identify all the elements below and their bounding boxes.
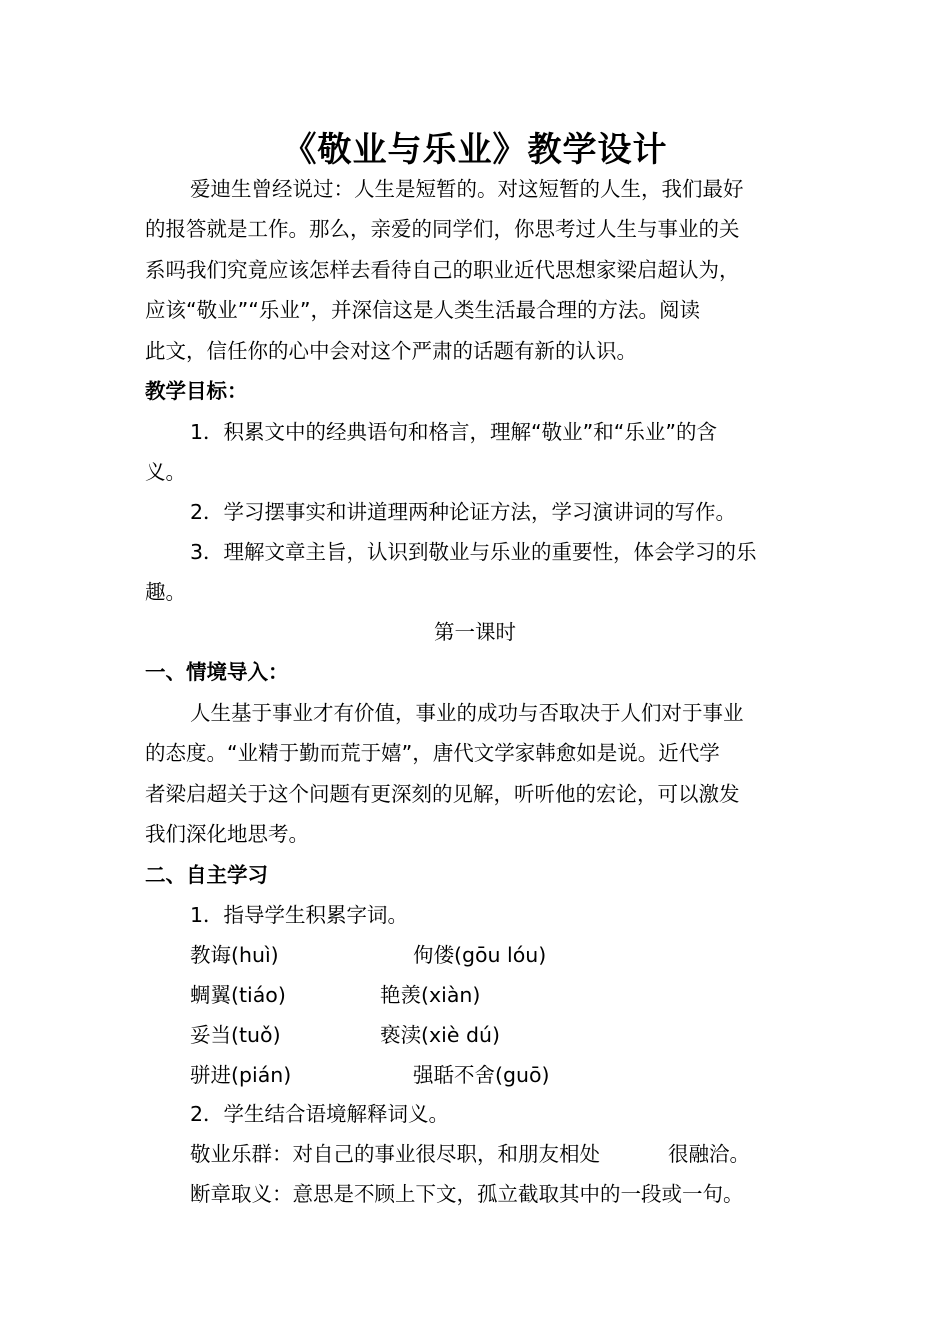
goal-line: 1．积累文中的经典语句和格言，理解“敬业”和“乐业”的含 xyxy=(190,420,718,444)
section1-line: 者梁启超关于这个问题有更深刻的见解，听听他的宏论，可以激发 xyxy=(145,782,740,806)
vocab-word: 佝偻(gōu lóu) xyxy=(413,943,547,967)
goal-line: 3．理解文章主旨，认识到敬业与乐业的重要性，体会学习的乐 xyxy=(190,540,757,564)
definition-line: 断章取义：意思是不顾上下文，孤立截取其中的一段或一句。 xyxy=(190,1182,744,1206)
intro-line: 的报答就是工作。那么，亲爱的同学们，你思考过人生与事业的关 xyxy=(145,217,740,241)
vocab-word: 骈进(pián) xyxy=(190,1063,292,1087)
vocab-word: 艳羡(xiàn) xyxy=(380,983,481,1007)
intro-line: 此文，信任你的心中会对这个严肃的话题有新的认识。 xyxy=(145,339,637,363)
definition-text: 敬业乐群：对自己的事业很尽职，和朋友相处 xyxy=(190,1142,600,1166)
section1-heading: 一、情境导入： xyxy=(145,660,289,684)
vocab-word: 蜩翼(tiáo) xyxy=(190,983,286,1007)
section2-heading: 二、自主学习 xyxy=(145,863,268,887)
document-title: 《敬业与乐业》教学设计 xyxy=(282,130,668,170)
section1-line: 的态度。“业精于勤而荒于嬉”，唐代文学家韩愈如是说。近代学 xyxy=(145,741,720,765)
goals-heading: 教学目标： xyxy=(145,379,248,403)
section1-line: 我们深化地思考。 xyxy=(145,822,309,846)
intro-line: 系吗我们究竟应该怎样去看待自己的职业近代思想家梁启超认为， xyxy=(145,258,740,282)
vocab-word: 妥当(tuǒ) xyxy=(190,1023,281,1047)
intro-line: 应该“敬业”“乐业”，并深信这是人类生活最合理的方法。阅读 xyxy=(145,298,700,322)
lesson-heading: 第一课时 xyxy=(434,620,516,644)
section2-item2: 2．学生结合语境解释词义。 xyxy=(190,1102,450,1126)
section1-line: 人生基于事业才有价值，事业的成功与否取决于人们对于事业 xyxy=(190,701,744,725)
goal-line: 趣。 xyxy=(145,580,186,604)
vocab-word: 强聒不舍(guō) xyxy=(413,1063,550,1087)
section2-item1: 1．指导学生积累字词。 xyxy=(190,903,409,927)
definition-line xyxy=(190,1140,750,1168)
goal-line: 义。 xyxy=(145,460,186,484)
vocab-word: 亵渎(xiè dú) xyxy=(380,1023,500,1047)
intro-line: 爱迪生曾经说过：人生是短暂的。对这短暂的人生，我们最好 xyxy=(190,177,744,201)
goal-line: 2．学习摆事实和讲道理两种论证方法，学习演讲词的写作。 xyxy=(190,500,737,524)
vocab-word: 教诲(huì) xyxy=(190,943,279,967)
definition-text: 很融洽。 xyxy=(668,1142,750,1166)
